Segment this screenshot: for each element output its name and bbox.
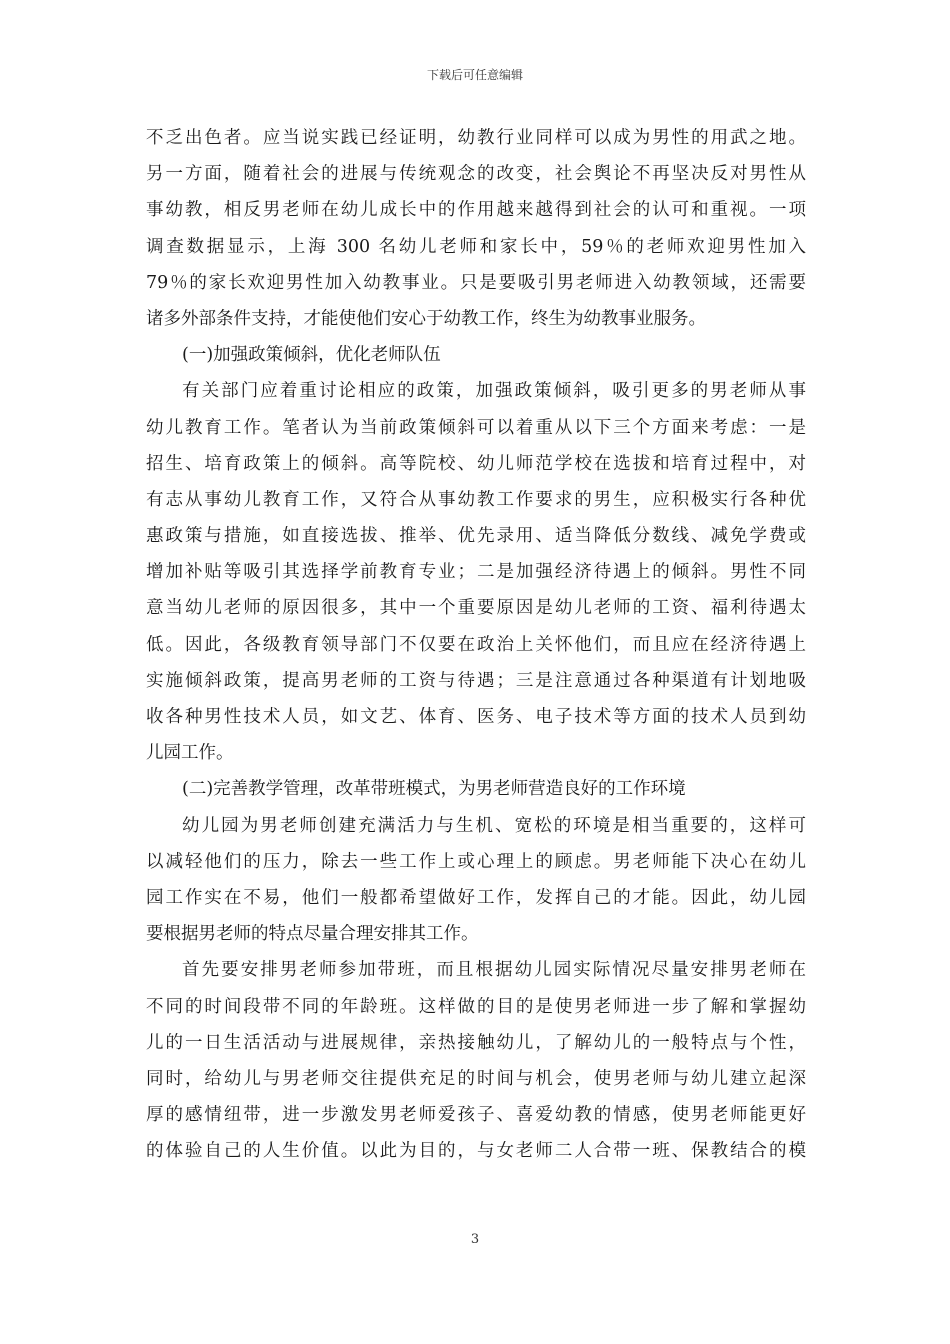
text-line: 儿园工作。 [146, 743, 234, 764]
text-line: 幼儿教育工作。笔者认为当前政策倾斜可以着重从以下三个方面来考虑：一是 [146, 417, 806, 438]
text-line: 以减轻他们的压力，除去一些工作上或心理上的顾虑。男老师能下决心在幼儿 [146, 851, 806, 872]
text-line: 幼儿园为男老师创建充满活力与生机、宽松的环境是相当重要的，这样可 [182, 815, 806, 836]
text-line: 不同的时间段带不同的年龄班。这样做的目的是使男老师进一步了解和掌握幼 [146, 996, 806, 1017]
text-line: 的体验自己的人生价值。以此为目的，与女老师二人合带一班、保教结合的模 [146, 1141, 806, 1162]
text-line: 收各种男性技术人员，如文艺、体育、医务、电子技术等方面的技术人员到幼 [146, 707, 806, 727]
text-line: 儿的一日生活活动与进展规律，亲热接触幼儿，了解幼儿的一般特点与个性， [146, 1032, 806, 1053]
text-line: 诸多外部条件支持，才能使他们安心于幼教工作，终生为幼教事业服务。 [146, 308, 706, 329]
text-line: 有关部门应着重讨论相应的政策，加强政策倾斜，吸引更多的男老师从事 [182, 381, 806, 402]
text-line: 增加补贴等吸引其选择学前教育专业；二是加强经济待遇上的倾斜。男性不同 [146, 562, 806, 583]
page-header: 下载后可任意编辑 [426, 68, 523, 82]
text-line: (二)完善教学管理，改革带班模式，为男老师营造良好的工作环境 [182, 779, 686, 800]
text-line: (一)加强政策倾斜，优化老师队伍 [182, 345, 441, 366]
text-line: 有志从事幼儿教育工作，又符合从事幼教工作要求的男生，应积极实行各种优 [146, 489, 806, 510]
text-line: 低。因此，各级教育领导部门不仅要在政治上关怀他们，而且应在经济待遇上 [146, 634, 806, 655]
text-line: 首先要安排男老师参加带班，而且根据幼儿园实际情况尽量安排男老师在 [182, 960, 806, 981]
page-number: 3 [470, 1232, 480, 1247]
text-line: 实施倾斜政策，提高男老师的工资与待遇；三是注意通过各种渠道有计划地吸 [146, 670, 806, 691]
text-line: 厚的感情纽带，进一步激发男老师爱孩子、喜爱幼教的情感，使男老师能更好 [146, 1105, 806, 1126]
text-line: 79％的家长欢迎男性加入幼教事业。只是要吸引男老师进入幼教领域，还需要 [146, 272, 806, 293]
text-line: 意当幼儿老师的原因很多，其中一个重要原因是幼儿老师的工资、福利待遇太 [146, 598, 806, 619]
text-line: 调查数据显示，上海 300 名幼儿老师和家长中，59％的老师欢迎男性加入 [146, 236, 806, 257]
text-line: 惠政策与措施，如直接选拔、推举、优先录用、适当降低分数线、减免学费或 [146, 526, 806, 547]
text-line: 园工作实在不易，他们一般都希望做好工作，发挥自己的才能。因此，幼儿园 [146, 887, 806, 908]
text-line: 要根据男老师的特点尽量合理安排其工作。 [146, 924, 479, 945]
text-line: 不乏出色者。应当说实践已经证明，幼教行业同样可以成为男性的用武之地。 [146, 128, 806, 148]
text-line: 同时，给幼儿与男老师交往提供充足的时间与机会，使男老师与幼儿建立起深 [146, 1068, 806, 1089]
document-body [146, 120, 806, 1169]
text-line: 事幼教，相反男老师在幼儿成长中的作用越来越得到社会的认可和重视。一项 [146, 200, 806, 221]
text-line: 招生、培育政策上的倾斜。高等院校、幼儿师范学校在选拔和培育过程中，对 [146, 453, 806, 474]
text-line: 另一方面，随着社会的进展与传统观念的改变，社会舆论不再坚决反对男性从 [146, 164, 806, 185]
